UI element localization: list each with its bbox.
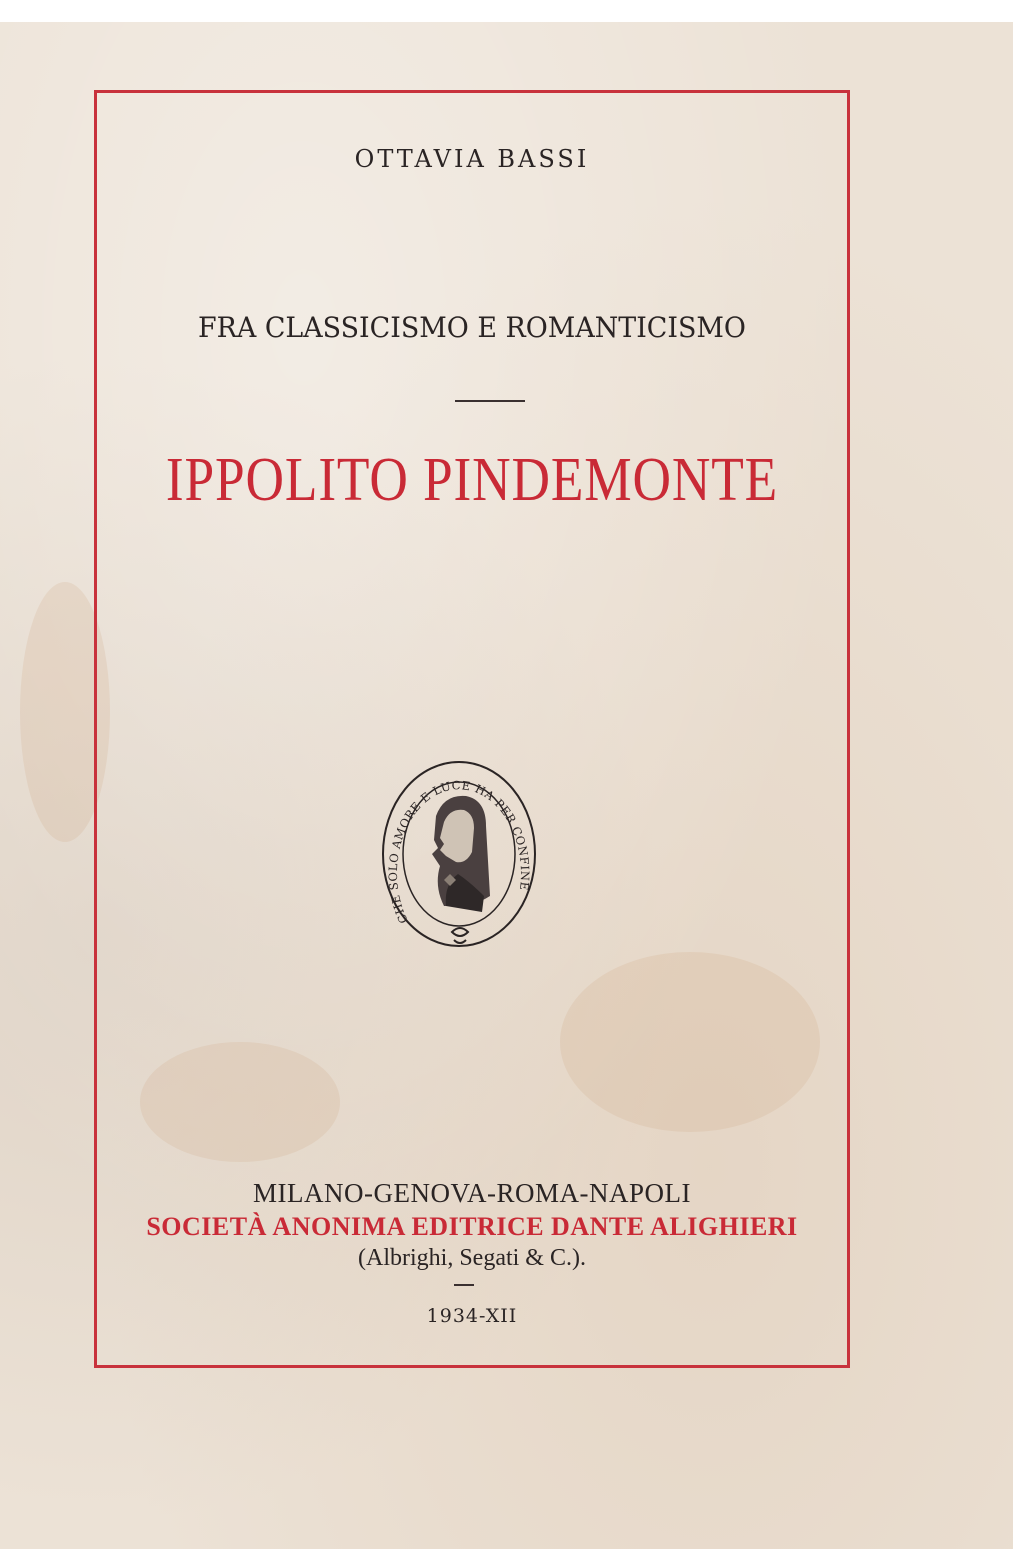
emblem-motto: CHE SOLO AMORE E LUCE HA PER CONFINE: [385, 778, 533, 926]
publisher-name: SOCIETÀ ANONIMA EDITRICE DANTE ALIGHIERI: [146, 1212, 798, 1241]
book-cover: [0, 22, 1013, 1549]
book-subtitle: FRA CLASSICISMO E ROMANTICISMO: [198, 311, 746, 344]
publisher-cities: MILANO-GENOVA-ROMA-NAPOLI: [253, 1178, 691, 1208]
book-title: IPPOLITO PINDEMONTE: [165, 446, 779, 514]
publication-year: 1934-XII: [426, 1305, 518, 1327]
author-name: OTTAVIA BASSI: [354, 145, 590, 173]
divider-rule-small: [454, 1284, 474, 1286]
publisher-imprint: (Albrighi, Segati & C.).: [358, 1245, 586, 1271]
publisher-emblem: [374, 756, 544, 966]
divider-rule: [455, 400, 525, 402]
red-border-frame: [94, 90, 850, 1368]
